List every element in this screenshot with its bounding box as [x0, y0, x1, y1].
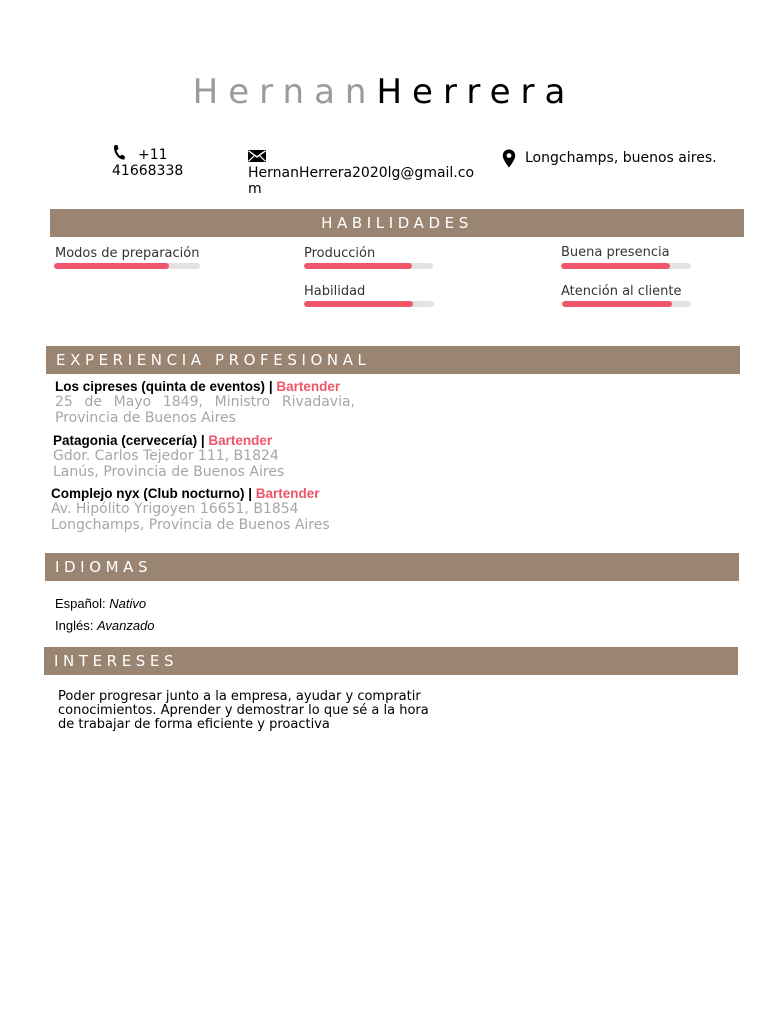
skill-bar-track	[304, 301, 434, 307]
skill-label: Buena presencia	[561, 245, 670, 260]
language-item	[55, 596, 146, 611]
job-entry	[55, 379, 355, 426]
job-entry	[53, 433, 284, 480]
skill-bar-fill	[561, 263, 670, 269]
job-place: Complejo nyx (Club nocturno)	[51, 486, 245, 501]
job-separator: |	[197, 433, 209, 448]
phone-text: +11 41668338	[112, 147, 184, 179]
skill-bar-track	[304, 263, 433, 269]
skill-bar-fill	[304, 263, 412, 269]
email-link[interactable]: HernanHerrera2020lg@gmail.com	[248, 165, 475, 197]
skill-label: Atención al cliente	[561, 284, 682, 299]
job-address-line2: Provincia de Buenos Aires	[55, 410, 236, 426]
envelope-icon	[248, 150, 266, 162]
skill-bar-fill	[562, 301, 672, 307]
language-level: Nativo	[109, 596, 147, 611]
last-name: Herrera	[376, 72, 576, 112]
skill-label: Producción	[304, 246, 376, 261]
job-entry	[51, 486, 330, 533]
language-item	[55, 618, 155, 633]
job-address-line1: 25 de Mayo 1849, Ministro Rivadavia,	[55, 394, 355, 410]
job-address-line1: Av. Hipólito Yrigoyen 16651, B1854	[51, 501, 299, 517]
interests-heading: INTERESES	[44, 647, 738, 675]
skill-label: Modos de preparación	[55, 246, 200, 261]
language-name: Inglés:	[55, 618, 94, 633]
job-address-line2: Lanús, Provincia de Buenos Aires	[53, 464, 285, 480]
experience-heading: EXPERIENCIA PROFESIONAL	[46, 346, 740, 374]
full-name	[0, 72, 768, 112]
interests-text: Poder progresar junto a la empresa, ayudar y compratir conocimientos. Aprender y demostrar lo que sé a la hora de trabajar de forma eficiente y proactiva	[58, 689, 429, 732]
skill-bar-fill	[54, 263, 169, 269]
job-title	[53, 433, 284, 448]
language-level: Avanzado	[96, 618, 155, 633]
job-role: Bartender	[255, 486, 320, 501]
job-separator: |	[265, 379, 277, 394]
language-name: Español:	[55, 596, 106, 611]
first-name: Hernan	[192, 72, 377, 112]
job-title	[55, 379, 355, 394]
skill-bar-fill	[304, 301, 413, 307]
job-role: Bartender	[276, 379, 341, 394]
job-separator: |	[244, 486, 256, 501]
skill-bar-track	[54, 263, 200, 269]
job-place: Patagonia (cervecería)	[53, 433, 198, 448]
phone-number[interactable]	[112, 147, 222, 179]
location-text: Longchamps, buenos aires.	[525, 150, 717, 166]
map-pin-icon	[502, 149, 516, 168]
skill-bar-track	[561, 263, 691, 269]
job-address-line2: Longchamps, Provincia de Buenos Aires	[51, 517, 330, 533]
skill-label: Habilidad	[304, 284, 366, 299]
skill-bar-track	[562, 301, 691, 307]
skills-heading: HABILIDADES	[50, 209, 744, 237]
job-place: Los cipreses (quinta de eventos)	[55, 379, 266, 394]
job-role: Bartender	[208, 433, 273, 448]
job-address-line1: Gdor. Carlos Tejedor 111, B1824	[53, 448, 279, 464]
languages-heading: IDIOMAS	[45, 553, 739, 581]
job-title	[51, 486, 330, 501]
